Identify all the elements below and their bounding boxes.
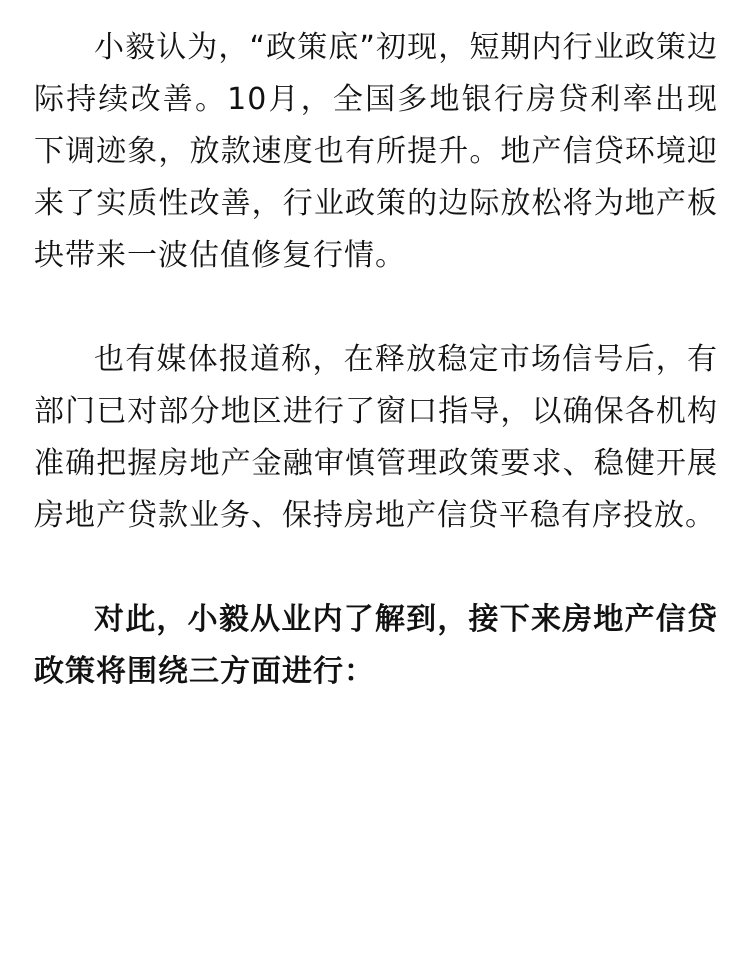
paragraph-window-guidance: 也有媒体报道称，在释放稳定市场信号后，有部门已对部分地区进行了窗口指导，以确保各机构准确把握房地产金融审慎管理政策要求、稳健开展房地产贷款业务、保持房地产信贷平稳有序投放。	[34, 342, 718, 533]
article-body	[34, 22, 718, 698]
paragraph-three-aspects: 对此，小毅从业内了解到，接下来房地产信贷政策将围绕三方面进行：	[34, 602, 718, 689]
paragraph-policy-bottom: 小毅认为，“政策底”初现，短期内行业政策边际持续改善。10月，全国多地银行房贷利率出现下调迹象，放款速度也有所提升。地产信贷环境迎来了实质性改善，行业政策的边际放松将为地产板块带来一波估值修复行情。	[34, 30, 718, 273]
